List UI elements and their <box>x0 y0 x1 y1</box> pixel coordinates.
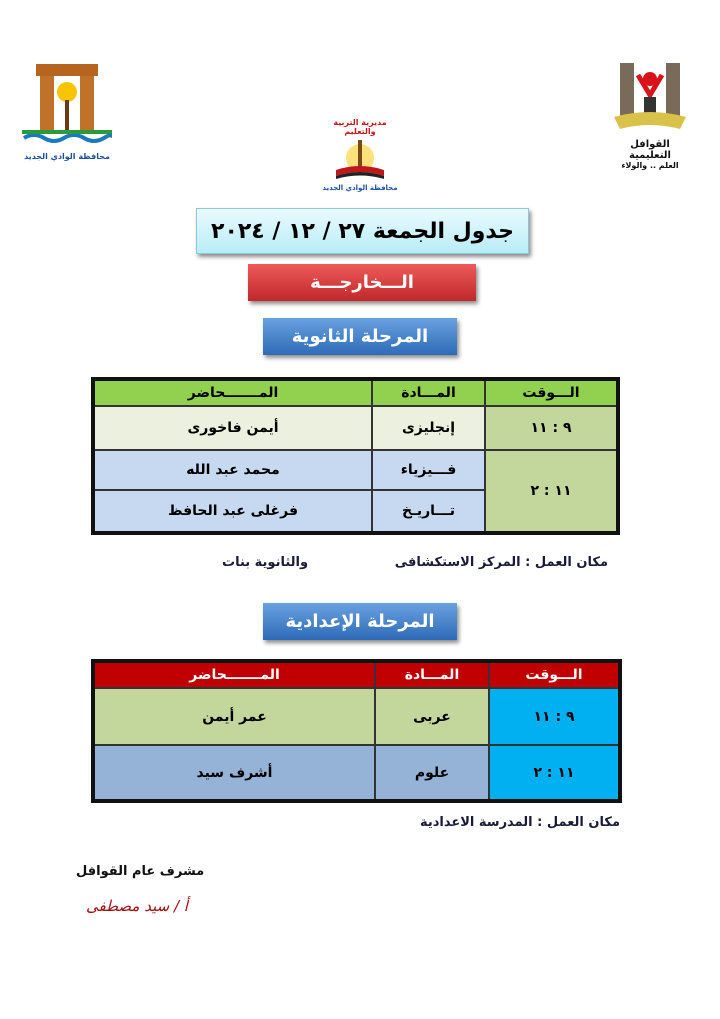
directorate-logo-top: مديرية التربية والتعليم <box>333 118 387 136</box>
table-row <box>93 450 618 490</box>
time-cell: ١١ : ٢ <box>485 450 618 533</box>
governorate-logo-caption: محافظة الوادي الجديد <box>24 152 110 161</box>
lecturer-cell: محمد عبد الله <box>93 450 372 490</box>
caravans-logo-slogan: العلم .. والولاء <box>621 161 679 170</box>
subject-cell: تـــاريـخ <box>372 490 485 533</box>
preparatory-location <box>420 815 620 830</box>
governorate-logo <box>22 60 112 160</box>
table-row <box>93 688 620 745</box>
column-header-subject: المـــادة <box>372 379 485 406</box>
location-label: مكان العمل : <box>525 555 608 570</box>
book-pencil-icon <box>330 136 390 180</box>
lecturer-cell: فرغلى عبد الحافظ <box>93 490 372 533</box>
region-banner: الـــخارجـــة <box>248 264 476 301</box>
lecturer-cell: أشرف سيد <box>93 745 375 801</box>
secondary-location-extra: والثانوية بنات <box>222 555 309 570</box>
subject-cell: إنجليزى <box>372 406 485 450</box>
secondary-stage-banner: المرحلة الثانوية <box>263 318 457 355</box>
column-header-time: الـــوقت <box>485 379 618 406</box>
preparatory-schedule-table <box>91 659 622 803</box>
table-header-row <box>93 661 620 688</box>
caravans-logo-title: القوافل التعليمية <box>629 139 671 161</box>
table-header-row <box>93 379 618 406</box>
minarets-emblem-icon <box>610 55 690 135</box>
secondary-schedule-table <box>91 377 620 535</box>
table-row <box>93 745 620 801</box>
subject-cell: فـــيزياء <box>372 450 485 490</box>
location-value: المدرسة الاعدادية <box>419 815 533 830</box>
supervisor-role: مشرف عام القوافل <box>76 864 205 879</box>
time-cell: ٩ : ١١ <box>485 406 618 450</box>
column-header-time: الـــوقت <box>489 661 620 688</box>
directorate-logo <box>318 118 402 196</box>
location-value: المركز الاستكشافى <box>394 555 521 570</box>
directorate-logo-bottom: محافظة الوادي الجديد <box>322 184 398 192</box>
subject-cell: علوم <box>375 745 489 801</box>
location-label: مكان العمل : <box>537 815 620 830</box>
column-header-subject: المـــادة <box>375 661 489 688</box>
page-title: جدول الجمعة ٢٧ / ١٢ / ٢٠٢٤ <box>196 208 529 254</box>
preparatory-stage-banner: المرحلة الإعدادية <box>263 603 457 640</box>
column-header-lecturer: المـــــــحاضر <box>93 379 372 406</box>
gate-emblem-icon <box>22 60 112 148</box>
time-cell: ١١ : ٢ <box>489 745 620 801</box>
supervisor-name: أ / سيد مصطفى <box>86 897 188 915</box>
lecturer-cell: عمر أيمن <box>93 688 375 745</box>
secondary-location <box>395 555 608 570</box>
time-cell: ٩ : ١١ <box>489 688 620 745</box>
lecturer-cell: أيمن فاخورى <box>93 406 372 450</box>
subject-cell: عربى <box>375 688 489 745</box>
table-row <box>93 406 618 450</box>
caravans-logo <box>610 55 690 170</box>
column-header-lecturer: المـــــــحاضر <box>93 661 375 688</box>
